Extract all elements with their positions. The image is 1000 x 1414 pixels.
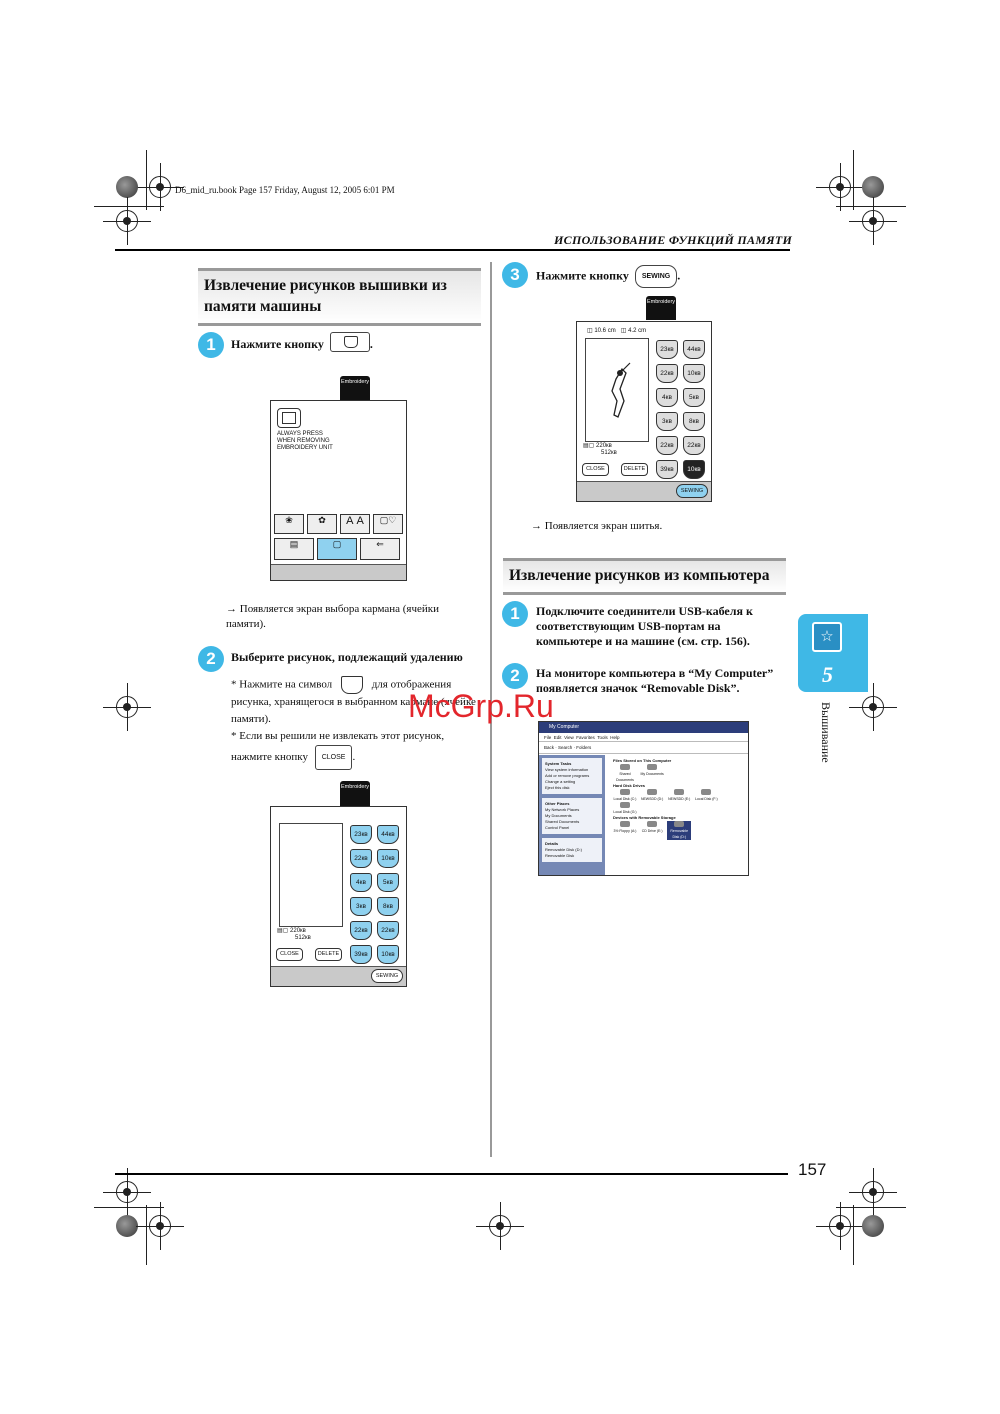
memory-icon: ▤▢ — [277, 928, 289, 934]
memory-pocket[interactable]: 22кв — [350, 849, 372, 868]
trim-line — [94, 206, 164, 207]
task-link[interactable]: My Network Places — [545, 807, 580, 812]
task-link[interactable]: View system information — [545, 767, 589, 772]
group-header: Files Stored on This Computer — [613, 758, 672, 763]
memory-icon: ▤▢ — [583, 443, 595, 449]
registration-mark — [149, 176, 171, 198]
memory-indicator — [583, 443, 617, 457]
registration-mark — [829, 1215, 851, 1237]
pattern-category-button[interactable]: ✿ — [307, 514, 337, 534]
folder-item[interactable]: My Documents — [640, 764, 664, 777]
step-text: Нажмите кнопку — [231, 336, 324, 351]
chapter-label: Вышивание — [819, 702, 833, 763]
memory-pocket[interactable]: 39кв — [656, 460, 678, 479]
menu-bar — [539, 733, 748, 742]
menu-item[interactable]: Favorites — [576, 735, 595, 740]
menu-item[interactable]: Tools — [597, 735, 608, 740]
chapter-number: 5 — [822, 662, 833, 687]
registration-mark — [116, 1181, 138, 1203]
task-link[interactable]: Shared Documents — [545, 819, 580, 824]
note-text: Нажмите на символ — [239, 678, 333, 691]
remove-unit-button[interactable] — [277, 408, 301, 428]
step-number: 2 — [502, 663, 528, 689]
memory-pocket[interactable]: 10кв — [377, 849, 399, 868]
task-link[interactable]: My Documents — [545, 813, 572, 818]
group-header: Hard Disk Drives — [613, 783, 646, 788]
menu-item[interactable]: View — [564, 735, 574, 740]
drive-item[interactable]: 3½ Floppy (A:) — [613, 821, 637, 834]
guitar-player-pattern — [586, 339, 650, 443]
unit: cm — [638, 328, 647, 334]
embroidery-tab: Embroidery — [340, 781, 370, 806]
memory-pocket[interactable]: 44кв — [377, 825, 399, 844]
pocket-button[interactable]: ▢ — [317, 538, 357, 560]
trim-line — [94, 1207, 164, 1208]
memory-pocket[interactable]: 4кв — [350, 873, 372, 892]
step-text: На мониторе компьютера в “My Computer” появляется значок “Removable Disk”. — [536, 666, 774, 695]
machine-screen-pattern-selected — [576, 321, 712, 502]
screen-footer — [271, 564, 406, 580]
registration-ball — [116, 1215, 138, 1237]
registration-mark — [862, 1181, 884, 1203]
height-value: 4.2 — [628, 328, 637, 334]
registration-mark — [116, 696, 138, 718]
trim-line — [146, 1205, 147, 1265]
pattern-preview — [585, 338, 649, 442]
hard-disk-icon — [701, 789, 711, 795]
pattern-preview — [279, 823, 343, 927]
hard-disk-icon — [620, 802, 630, 808]
my-computer-window — [538, 721, 749, 876]
removable-disk-icon — [674, 821, 684, 827]
step-number: 1 — [502, 601, 528, 627]
running-head: ИСПОЛЬЗОВАНИЕ ФУНКЦИЙ ПАМЯТИ — [554, 233, 793, 247]
registration-ball — [862, 1215, 884, 1237]
memory-pocket[interactable]: 5кв — [683, 388, 705, 407]
registration-mark — [489, 1215, 511, 1237]
memory-pocket[interactable]: 8кв — [683, 412, 705, 431]
registration-mark — [829, 176, 851, 198]
trim-line — [146, 150, 147, 210]
memory-total: 512кв — [601, 450, 617, 456]
drive-item[interactable]: NEWSDD (E:) — [667, 789, 691, 802]
watermark: McGrp.Ru — [408, 688, 554, 724]
hard-disk-icon — [647, 789, 657, 795]
footer-rule — [115, 1173, 788, 1175]
task-link[interactable]: Control Panel — [545, 825, 570, 830]
embroidery-chapter-icon: ☆ — [812, 622, 842, 652]
pocket-icon — [344, 336, 358, 348]
memory-pocket[interactable]: 10кв — [377, 945, 399, 964]
registration-mark — [149, 1215, 171, 1237]
step-number: 2 — [198, 646, 224, 672]
width-value: 10.6 — [594, 328, 607, 334]
hard-disk-icon — [620, 789, 630, 795]
embroidery-tab: Embroidery — [340, 376, 370, 400]
menu-item[interactable]: File — [544, 735, 552, 740]
memory-indicator — [277, 928, 311, 942]
arrow-icon: → — [531, 520, 545, 532]
size-readout — [587, 328, 646, 335]
memory-pocket[interactable]: 22кв — [656, 364, 678, 383]
memory-pocket-selected[interactable]: 10кв — [683, 460, 705, 479]
screen-footer — [577, 481, 711, 501]
group-header: Devices with Removable Storage — [613, 815, 676, 820]
folder-item[interactable]: Shared Documents — [613, 764, 637, 783]
memory-pocket[interactable]: 22кв — [377, 921, 399, 940]
folder-icon — [647, 764, 657, 770]
result-text: Появляется экран выбора кармана (ячейки памяти). — [226, 603, 439, 630]
step2-note: * Нажмите на символ для отображения рисунка, хранящегося в выбранном кармане (ячейке памяти). * Если вы решили не извлекать этот рисунок, нажмите кнопку CLOSE . — [231, 676, 479, 770]
drive-list — [609, 755, 748, 875]
note-text: Если вы решили не извлекать этот рисунок, нажмите кнопку — [231, 730, 445, 764]
screen-footer — [271, 966, 406, 986]
task-link[interactable]: Eject this disk — [545, 785, 570, 790]
step-text: Выберите рисунок, подлежащий удалению — [231, 650, 463, 664]
memory-pocket[interactable]: 3кв — [350, 897, 372, 916]
unit: cm — [607, 328, 616, 334]
floppy-icon — [620, 821, 630, 827]
registration-mark — [862, 696, 884, 718]
section-title-memory: Извлечение рисунков вышивки из памяти машины — [198, 268, 481, 326]
step-text: Подключите соединители USB-кабеля к соответствующим USB-портам на компьютере и на машине (см. стр. 156). — [536, 604, 753, 648]
trim-line — [853, 150, 854, 210]
embroidery-unit-icon — [282, 412, 296, 424]
pocket-icon — [341, 676, 363, 694]
embroidery-tab: Embroidery — [646, 296, 676, 320]
memory-pocket[interactable]: 8кв — [377, 897, 399, 916]
step-number: 3 — [502, 262, 528, 288]
memory-used: 220кв — [290, 928, 306, 934]
step-number: 1 — [198, 332, 224, 358]
folder-icon — [620, 764, 630, 770]
memory-pocket[interactable]: 44кв — [683, 340, 705, 359]
memory-pocket[interactable]: 10кв — [683, 364, 705, 383]
registration-mark — [862, 210, 884, 232]
height-icon: ◫ — [620, 328, 627, 334]
memory-pocket[interactable]: 3кв — [656, 412, 678, 431]
arrow-icon: → — [226, 603, 240, 615]
hard-disk-icon — [674, 789, 684, 795]
card-button[interactable]: ▤ — [274, 538, 314, 560]
drive-item[interactable]: Local Disk (G:) — [613, 802, 637, 815]
note-text: для отображения рисунка, хранящегося в выбранном кармане (ячейке памяти). — [231, 678, 476, 725]
page-number: 157 — [798, 1160, 827, 1179]
drive-item[interactable]: CD Drive (E:) — [640, 821, 664, 834]
task-panel: Details Removable Disk (D:) Removable Disk — [542, 838, 602, 862]
trim-line — [836, 206, 906, 207]
registration-mark — [116, 210, 138, 232]
header-rule — [115, 249, 790, 251]
file-note: D6_mid_ru.book Page 157 Friday, August 12, 2005 6:01 PM — [175, 185, 395, 195]
section-title-computer: Извлечение рисунков из компьютера — [503, 558, 786, 595]
sewing-button[interactable]: SEWING — [635, 265, 677, 288]
task-link[interactable]: Add or remove programs — [545, 773, 590, 778]
registration-ball — [862, 176, 884, 198]
task-link[interactable]: Change a setting — [545, 779, 576, 784]
cd-drive-icon — [647, 821, 657, 827]
drive-item[interactable]: NEWSDD (D:) — [640, 789, 664, 802]
removable-disk-item[interactable]: Removable Disk (D:) — [667, 821, 691, 840]
machine-screen-pocket-list — [270, 806, 407, 987]
unit-message: ALWAYS PRESS WHEN REMOVING EMBROIDERY UNIT — [277, 431, 333, 451]
chapter-tab — [798, 614, 868, 692]
result-text: Появляется экран шитья. — [544, 520, 663, 532]
toolbar[interactable]: Back · Search · Folders — [539, 742, 748, 754]
font-button[interactable]: A A — [340, 514, 370, 534]
memory-pocket[interactable]: 23кв — [656, 340, 678, 359]
close-button[interactable]: CLOSE — [315, 745, 353, 770]
memory-total: 512кв — [295, 935, 311, 941]
step-text: Нажмите кнопку — [536, 268, 629, 283]
delete-button[interactable]: DELETE — [621, 463, 648, 476]
close-button[interactable]: CLOSE — [582, 463, 609, 476]
memory-pocket[interactable]: 22кв — [683, 436, 705, 455]
step3-result — [531, 519, 771, 534]
task-pane — [539, 755, 605, 875]
menu-item[interactable]: Edit — [553, 735, 562, 740]
frame-pattern-button[interactable]: ▢♡ — [373, 514, 403, 534]
step1-result — [226, 602, 466, 632]
sewing-button[interactable]: SEWING — [676, 484, 708, 498]
step-instruction: Нажмите кнопку . — [231, 335, 373, 355]
drive-item[interactable]: Local Disk (C:) — [613, 789, 637, 802]
close-button[interactable]: CLOSE — [276, 948, 303, 961]
memory-pocket[interactable]: 23кв — [350, 825, 372, 844]
window-title: My Computer — [539, 722, 748, 733]
memory-pocket[interactable]: 5кв — [377, 873, 399, 892]
drive-item[interactable]: Local Disk (F:) — [694, 789, 718, 802]
menu-item[interactable]: Help — [610, 735, 620, 740]
trim-line — [836, 1207, 906, 1208]
usb-button[interactable]: ⇐ — [360, 538, 400, 560]
task-panel: System Tasks View system information Add or remove programs Change a setting Eject this disk — [542, 758, 602, 794]
trim-line — [853, 1205, 854, 1265]
step-instruction: Нажмите кнопку SEWING . — [536, 265, 680, 288]
memory-pocket[interactable]: 39кв — [350, 945, 372, 964]
memory-used: 220кв — [596, 443, 612, 449]
sewing-button[interactable]: SEWING — [371, 969, 403, 983]
pocket-button[interactable] — [330, 332, 370, 352]
memory-pocket[interactable]: 22кв — [656, 436, 678, 455]
machine-screen-pocket-select — [270, 400, 407, 581]
memory-pocket[interactable]: 22кв — [350, 921, 372, 940]
task-panel: Other Places My Network Places My Documents Shared Documents Control Panel — [542, 798, 602, 834]
width-icon: ◫ — [587, 328, 593, 334]
memory-pocket[interactable]: 4кв — [656, 388, 678, 407]
delete-button[interactable]: DELETE — [315, 948, 342, 961]
registration-ball — [116, 176, 138, 198]
pattern-category-button[interactable]: ❀ — [274, 514, 304, 534]
